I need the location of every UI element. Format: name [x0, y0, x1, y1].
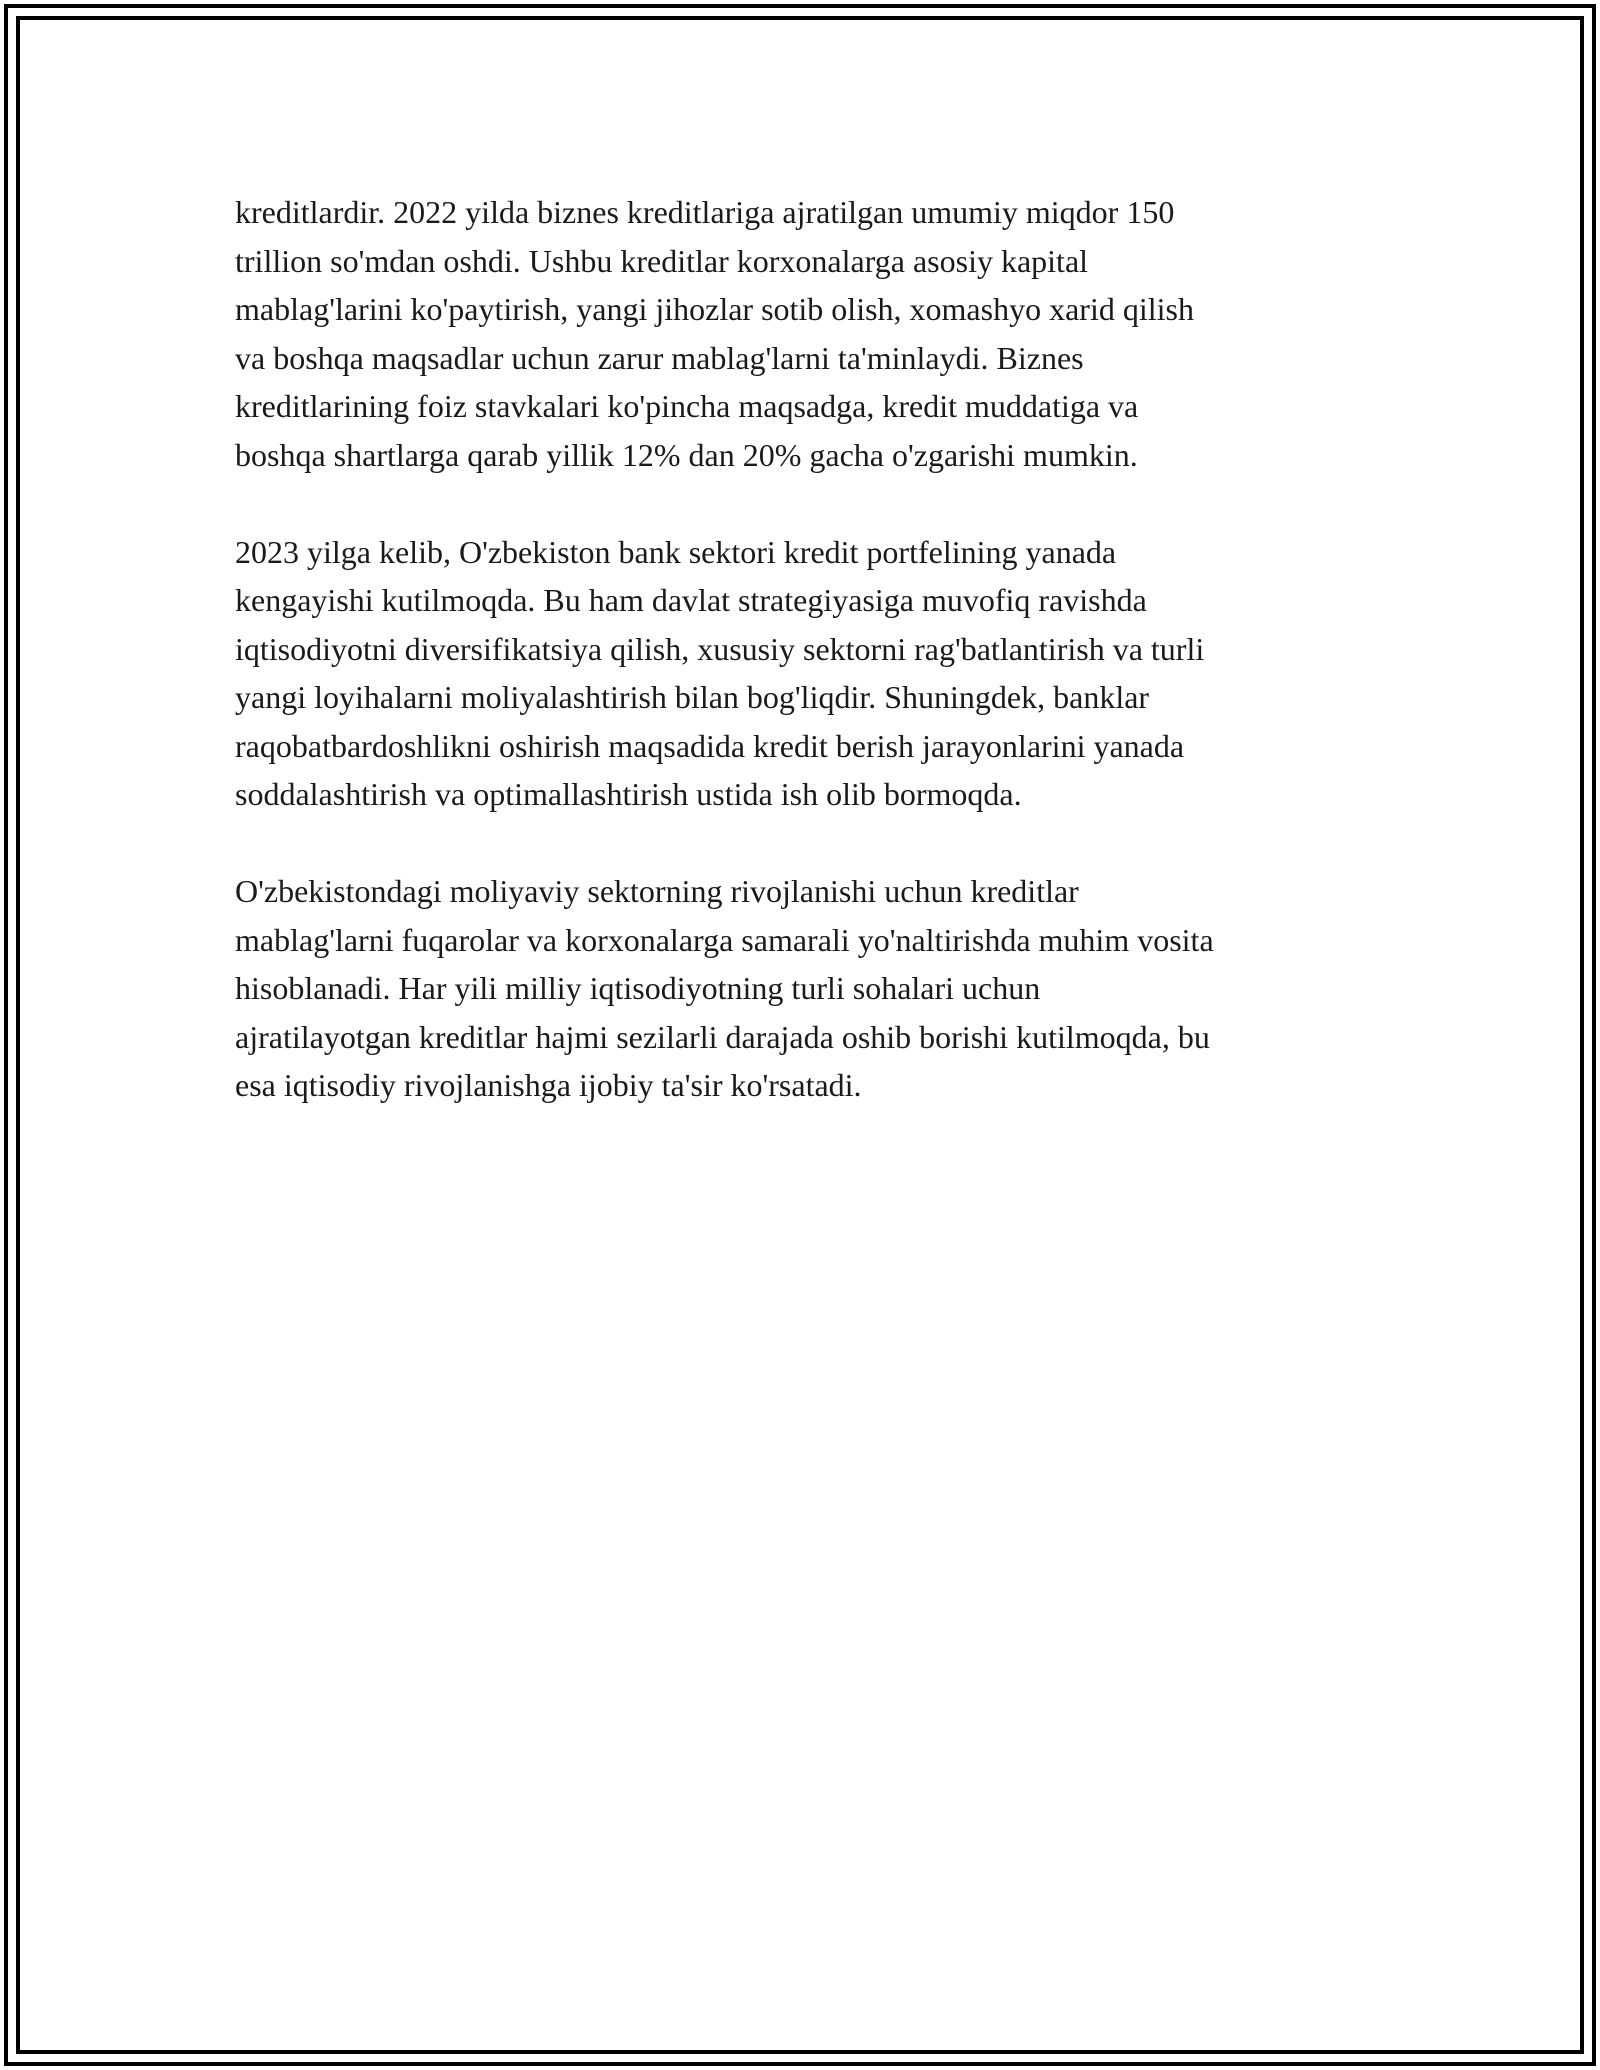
text-line: kengayishi kutilmoqda. Bu ham davlat strategiyasiga muvofiq ravishda — [235, 582, 1147, 618]
text-line: yangi loyihalarni moliyalashtirish bilan bog'liqdir. Shuningdek, banklar — [235, 679, 1150, 715]
paragraph-1 — [235, 188, 1375, 479]
text-line: soddalashtirish va optimallashtirish ustida ish olib bormoqda. — [235, 776, 1022, 812]
text-line: hisoblanadi. Har yili milliy iqtisodiyotning turli sohalari uchun — [235, 970, 1041, 1006]
text-line: esa iqtisodiy rivojlanishga ijobiy ta'sir ko'rsatadi. — [235, 1067, 862, 1103]
text-line: raqobatbardoshlikni oshirish maqsadida kredit berish jarayonlarini yanada — [235, 727, 1185, 764]
paragraph-3 — [235, 867, 1375, 1110]
text-line: trillion so'mdan oshdi. Ushbu kreditlar korxonalarga asosiy kapital — [235, 242, 1089, 279]
paragraph-2 — [235, 528, 1375, 819]
text-line: ajratilayotgan kreditlar hajmi sezilarli darajada oshib borishi kutilmoqda, bu — [235, 1018, 1210, 1055]
text-line: kreditlardir. 2022 yilda biznes kreditlariga ajratilgan umumiy miqdor 150 — [235, 194, 1175, 230]
text-line: O'zbekistondagi moliyaviy sektorning rivojlanishi uchun kreditlar — [235, 873, 1079, 909]
text-line: mablag'larini ko'paytirish, yangi jihozlar sotib olish, xomashyo xarid qilish — [235, 291, 1194, 327]
document-body — [235, 188, 1375, 1158]
text-line: boshqa shartlarga qarab yillik 12% dan 20% gacha o'zgarishi mumkin. — [235, 436, 1138, 473]
text-line: va boshqa maqsadlar uchun zarur mablag'larni ta'minlaydi. Biznes — [235, 339, 1084, 376]
text-line: mablag'larni fuqarolar va korxonalarga samarali yo'naltirishda muhim vosita — [235, 921, 1214, 958]
text-line: 2023 yilga kelib, O'zbekiston bank sektori kredit portfelining yanada — [235, 533, 1117, 570]
text-line: kreditlarining foiz stavkalari ko'pincha maqsadga, kredit muddatiga va — [235, 388, 1139, 424]
text-line: iqtisodiyotni diversifikatsiya qilish, xususiy sektorni rag'batlantirish va turli — [235, 630, 1205, 667]
